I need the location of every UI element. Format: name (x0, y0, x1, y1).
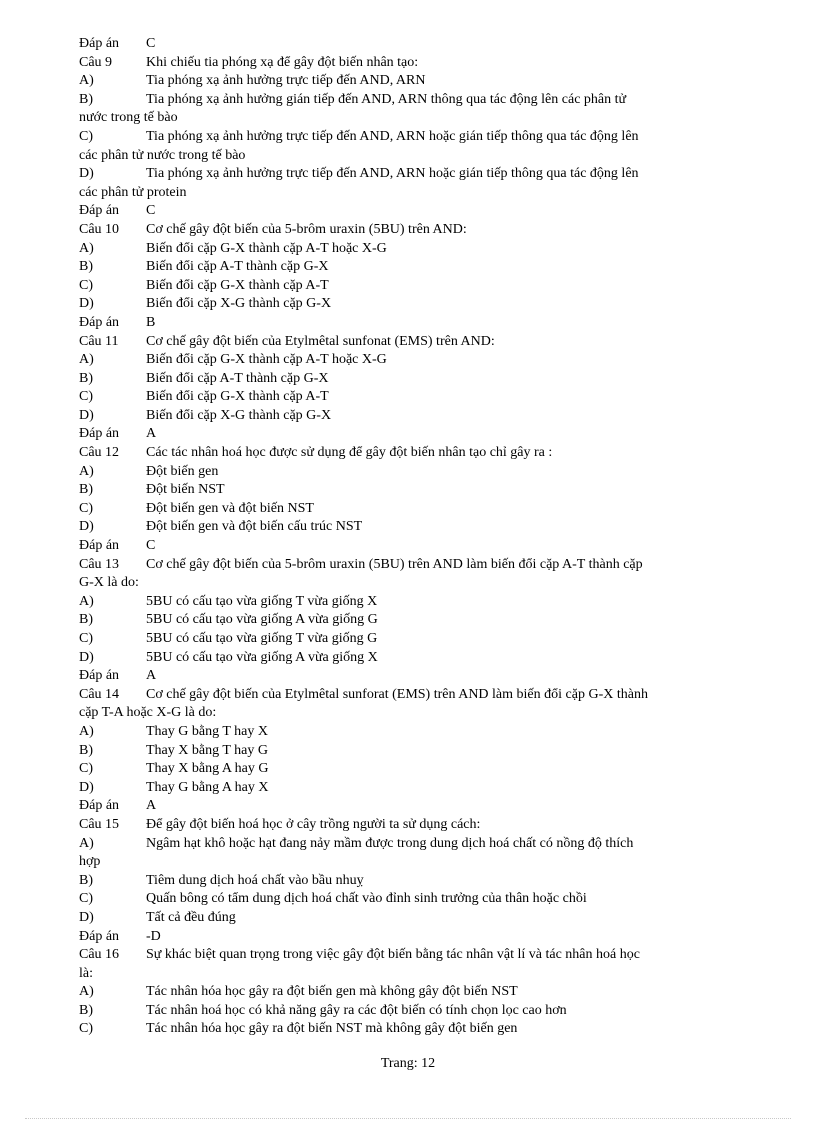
line-label: D) (79, 649, 94, 665)
line-label: A) (79, 835, 94, 851)
line-label: B) (79, 612, 93, 628)
line-text: Tác nhân hóa học gây ra đột biến gen mà không gây đột biến NST (146, 984, 518, 1000)
line-text: Đột biến gen (146, 463, 219, 479)
line-label: A) (79, 984, 94, 1000)
option-line (79, 835, 739, 854)
line-label: C) (79, 128, 93, 144)
line-label: B) (79, 91, 93, 107)
page-divider (25, 1118, 791, 1119)
line-label: Câu 9 (79, 54, 113, 70)
continuation-line: là: (79, 965, 93, 981)
line-text: Thay X bằng A hay G (146, 761, 269, 777)
option-line (79, 351, 739, 370)
answer-line (79, 35, 739, 54)
line-text: A (146, 798, 157, 814)
line-label: B) (79, 742, 93, 758)
line-text: Tác nhân hóa học gây ra đột biến NST mà không gây đột biến gen (146, 1021, 518, 1037)
option-line (79, 723, 739, 742)
line-text: 5BU có cấu tạo vừa giống A vừa giống G (146, 612, 378, 628)
line-text: Thay G bằng T hay X (146, 723, 268, 739)
option-line (79, 370, 739, 389)
option-line (79, 742, 739, 761)
line-label: D) (79, 909, 94, 925)
answer-line (79, 537, 739, 556)
option-line (79, 91, 739, 110)
option-line (79, 500, 739, 519)
option-line (79, 388, 739, 407)
line-text: Biến đổi cặp A-T thành cặp G-X (146, 370, 329, 386)
line-label: A) (79, 593, 94, 609)
answer-line (79, 314, 739, 333)
line-label: Câu 15 (79, 816, 120, 832)
line-label: B) (79, 259, 93, 275)
option-line (79, 165, 739, 184)
line-label: A) (79, 240, 94, 256)
line-label: A) (79, 463, 94, 479)
line-text: Biến đổi cặp G-X thành cặp A-T (146, 389, 329, 405)
line-text: Đột biến gen và đột biến NST (146, 500, 314, 516)
continuation-line: nước trong tế bào (79, 110, 178, 126)
line-text: Biến đổi cặp G-X thành cặp A-T (146, 277, 329, 293)
option-line (79, 258, 739, 277)
document-body (79, 35, 739, 1039)
question-line (79, 686, 739, 705)
option-line (79, 872, 739, 891)
line-text: Sự khác biệt quan trọng trong việc gây đột biến bằng tác nhân vật lí và tác nhân hoá học (146, 947, 640, 963)
line-text: Biến đổi cặp A-T thành cặp G-X (146, 259, 329, 275)
option-line (79, 128, 739, 147)
option-line (79, 779, 739, 798)
continuation-line: cặp T-A hoặc X-G là do: (79, 705, 217, 721)
line-text: Biến đổi cặp X-G thành cặp G-X (146, 296, 332, 312)
line-label: C) (79, 891, 93, 907)
line-text: 5BU có cấu tạo vừa giống A vừa giống X (146, 649, 378, 665)
line-text: Tác nhân hoá học có khả năng gây ra các đột biến có tính chọn lọc cao hơn (146, 1002, 567, 1018)
line-text: C (146, 36, 156, 51)
line-text: Biến đổi cặp G-X thành cặp A-T hoặc X-G (146, 240, 387, 256)
line-label: B) (79, 1002, 93, 1018)
answer-line (79, 667, 739, 686)
line-text: Tia phóng xạ ảnh hưởng trực tiếp đến AND, ARN hoặc gián tiếp thông qua tác động lên (146, 128, 639, 144)
question-line (79, 946, 739, 965)
line-text: Tia phóng xạ ảnh hưởng gián tiếp đến AND, ARN thông qua tác động lên các phân tử (146, 91, 627, 107)
line-text: -D (146, 928, 161, 944)
line-label: Đáp án (79, 36, 120, 51)
line-text: Để gây đột biến hoá học ở cây trồng người ta sử dụng cách: (146, 816, 481, 832)
line-text: Tất cả đều đúng (146, 909, 236, 925)
line-text: C (146, 538, 156, 554)
line-text: Biến đổi cặp G-X thành cặp A-T hoặc X-G (146, 352, 387, 368)
line-text: Các tác nhân hoá học được sử dụng để gây đột biến nhân tạo chỉ gây ra : (146, 445, 553, 461)
line-text: A (146, 426, 157, 442)
continuation-line: các phân tử protein (79, 184, 187, 200)
continuation-line: G-X là do: (79, 575, 139, 591)
line-label: D) (79, 407, 94, 423)
line-text: Quấn bông có tẩm dung dịch hoá chất vào đỉnh sinh trưởng của thân hoặc chồi (146, 891, 587, 907)
line-text: 5BU có cấu tạo vừa giống T vừa giống G (146, 631, 378, 646)
question-line (79, 54, 739, 73)
line-label: B) (79, 370, 93, 386)
line-text: Thay G bằng A hay X (146, 779, 269, 795)
option-line (79, 277, 739, 296)
line-label: Đáp án (79, 203, 120, 219)
option-line (79, 760, 739, 779)
line-text: Cơ chế gây đột biến của 5-brôm uraxin (5BU) trên AND làm biến đổi cặp A-T thành cặp (146, 556, 643, 572)
line-label: Đáp án (79, 538, 120, 554)
line-text: Cơ chế gây đột biến của Etylmêtal sunforat (EMS) trên AND làm biến đổi cặp G-X thành (146, 686, 648, 702)
option-line (79, 1002, 739, 1021)
line-text: Đột biến NST (146, 482, 225, 498)
line-text: Đột biến gen và đột biến cấu trúc NST (146, 519, 363, 535)
line-label: Đáp án (79, 668, 120, 684)
line-text: Ngâm hạt khô hoặc hạt đang nảy mầm được trong dung dịch hoá chất có nồng độ thích (146, 835, 634, 851)
option-line (79, 481, 739, 500)
option-line (79, 518, 739, 537)
page-number: Trang: 12 (380, 1056, 436, 1071)
option-line (79, 72, 739, 91)
option-line (79, 407, 739, 426)
question-line (79, 221, 739, 240)
line-label: B) (79, 872, 93, 888)
line-label: C) (79, 500, 93, 516)
line-label: Câu 10 (79, 221, 120, 237)
line-label: Đáp án (79, 928, 120, 944)
option-line (79, 1020, 739, 1039)
line-label: A) (79, 73, 94, 89)
line-label: A) (79, 723, 94, 739)
line-text: Cơ chế gây đột biến của 5-brôm uraxin (5BU) trên AND: (146, 221, 467, 237)
line-text: Tia phóng xạ ảnh hưởng trực tiếp đến AND, ARN (146, 73, 426, 89)
continuation-line: hợp (79, 854, 101, 870)
line-label: C) (79, 389, 93, 405)
line-label: Câu 11 (79, 333, 119, 349)
option-line (79, 611, 739, 630)
line-text: C (146, 203, 156, 219)
line-label: Đáp án (79, 426, 120, 442)
line-label: C) (79, 761, 93, 777)
answer-line (79, 797, 739, 816)
answer-line (79, 202, 739, 221)
line-label: C) (79, 1021, 93, 1037)
line-text: Tiêm dung dịch hoá chất vào bầu nhuỵ (146, 872, 364, 888)
question-line (79, 556, 739, 575)
line-text: Thay X bằng T hay G (146, 742, 268, 758)
line-label: Câu 12 (79, 445, 120, 461)
option-line (79, 649, 739, 668)
line-text: Cơ chế gây đột biến của Etylmêtal sunfonat (EMS) trên AND: (146, 333, 495, 349)
line-label: Đáp án (79, 314, 120, 330)
answer-line (79, 928, 739, 947)
line-label: D) (79, 779, 94, 795)
line-text: Khi chiếu tia phóng xạ để gây đột biến nhân tạo: (146, 54, 419, 70)
option-line (79, 983, 739, 1002)
line-label: Câu 13 (79, 556, 120, 572)
option-line (79, 909, 739, 928)
continuation-line: các phân tử nước trong tế bào (79, 147, 246, 163)
line-label: D) (79, 519, 94, 535)
line-label: C) (79, 277, 93, 293)
option-line (79, 463, 739, 482)
line-label: D) (79, 166, 94, 182)
question-line (79, 816, 739, 835)
line-label: D) (79, 296, 94, 312)
line-label: A) (79, 352, 94, 368)
option-line (79, 593, 739, 612)
line-text: Tia phóng xạ ảnh hưởng trực tiếp đến AND, ARN hoặc gián tiếp thông qua tác động lên (146, 166, 639, 182)
line-label: Đáp án (79, 798, 120, 814)
option-line (79, 890, 739, 909)
answer-line (79, 425, 739, 444)
line-text: Biến đổi cặp X-G thành cặp G-X (146, 407, 332, 423)
line-text: B (146, 314, 156, 330)
line-label: Câu 16 (79, 947, 120, 963)
question-line (79, 444, 739, 463)
line-text: 5BU có cấu tạo vừa giống T vừa giống X (146, 593, 378, 609)
option-line (79, 630, 739, 649)
line-text: A (146, 668, 157, 684)
question-line (79, 333, 739, 352)
option-line (79, 295, 739, 314)
line-label: B) (79, 482, 93, 498)
line-label: C) (79, 631, 93, 646)
line-label: Câu 14 (79, 686, 120, 702)
option-line (79, 240, 739, 259)
